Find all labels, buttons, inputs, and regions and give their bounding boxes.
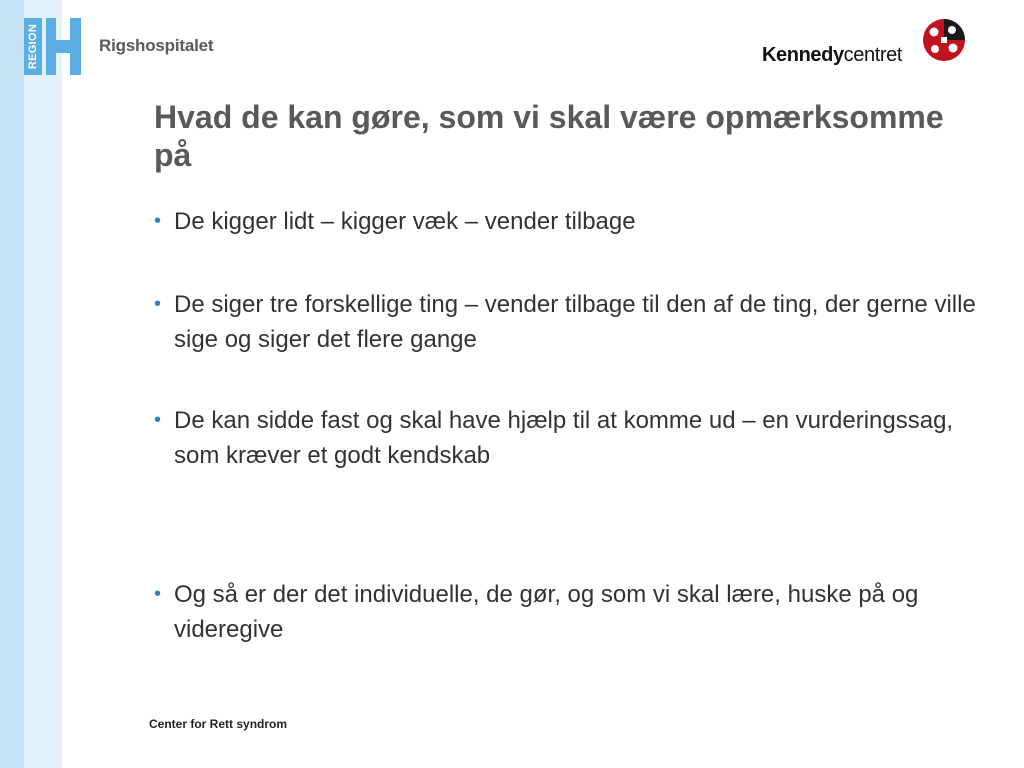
kennedy-wordmark xyxy=(762,44,902,67)
bullet-text: De kan sidde fast og skal have hjælp til at komme ud – en vurderingssag, som kræver et godt kendskab xyxy=(174,407,954,469)
hospital-name: Rigshospitalet xyxy=(99,36,214,55)
kennedy-puzzle-icon xyxy=(922,18,966,62)
bullet-marker: • xyxy=(154,293,162,315)
bullet-item xyxy=(154,204,984,239)
bullet-marker: • xyxy=(154,583,162,605)
bullet-item xyxy=(154,287,984,357)
bullet-item xyxy=(154,577,984,647)
bullet-text: De siger tre forskellige ting – vender tilbage til den af de ting, der gerne ville sige og siger det flere gange xyxy=(174,291,976,353)
bullet-text: De kigger lidt – kigger væk – vender tilbage xyxy=(174,208,636,235)
bullet-text: Og så er der det individuelle, de gør, og som vi skal lære, huske på og videregive xyxy=(174,581,919,643)
kennedy-wordmark-bold: Kennedy xyxy=(762,44,844,66)
kennedy-wordmark-normal: centret xyxy=(843,44,903,66)
left-stripe-light xyxy=(24,0,62,768)
left-stripe xyxy=(0,0,24,768)
region-h-logo xyxy=(24,18,82,75)
slide-title: Hvad de kan gøre, som vi skal være opmærksomme på xyxy=(154,99,944,173)
region-logo-text: REGION xyxy=(27,23,39,70)
bullet-item xyxy=(154,403,984,473)
bullet-marker: • xyxy=(154,409,162,431)
kennedy-centret-logo xyxy=(762,18,972,68)
bullet-marker: • xyxy=(154,210,162,232)
footer-text: Center for Rett syndrom xyxy=(149,717,288,731)
